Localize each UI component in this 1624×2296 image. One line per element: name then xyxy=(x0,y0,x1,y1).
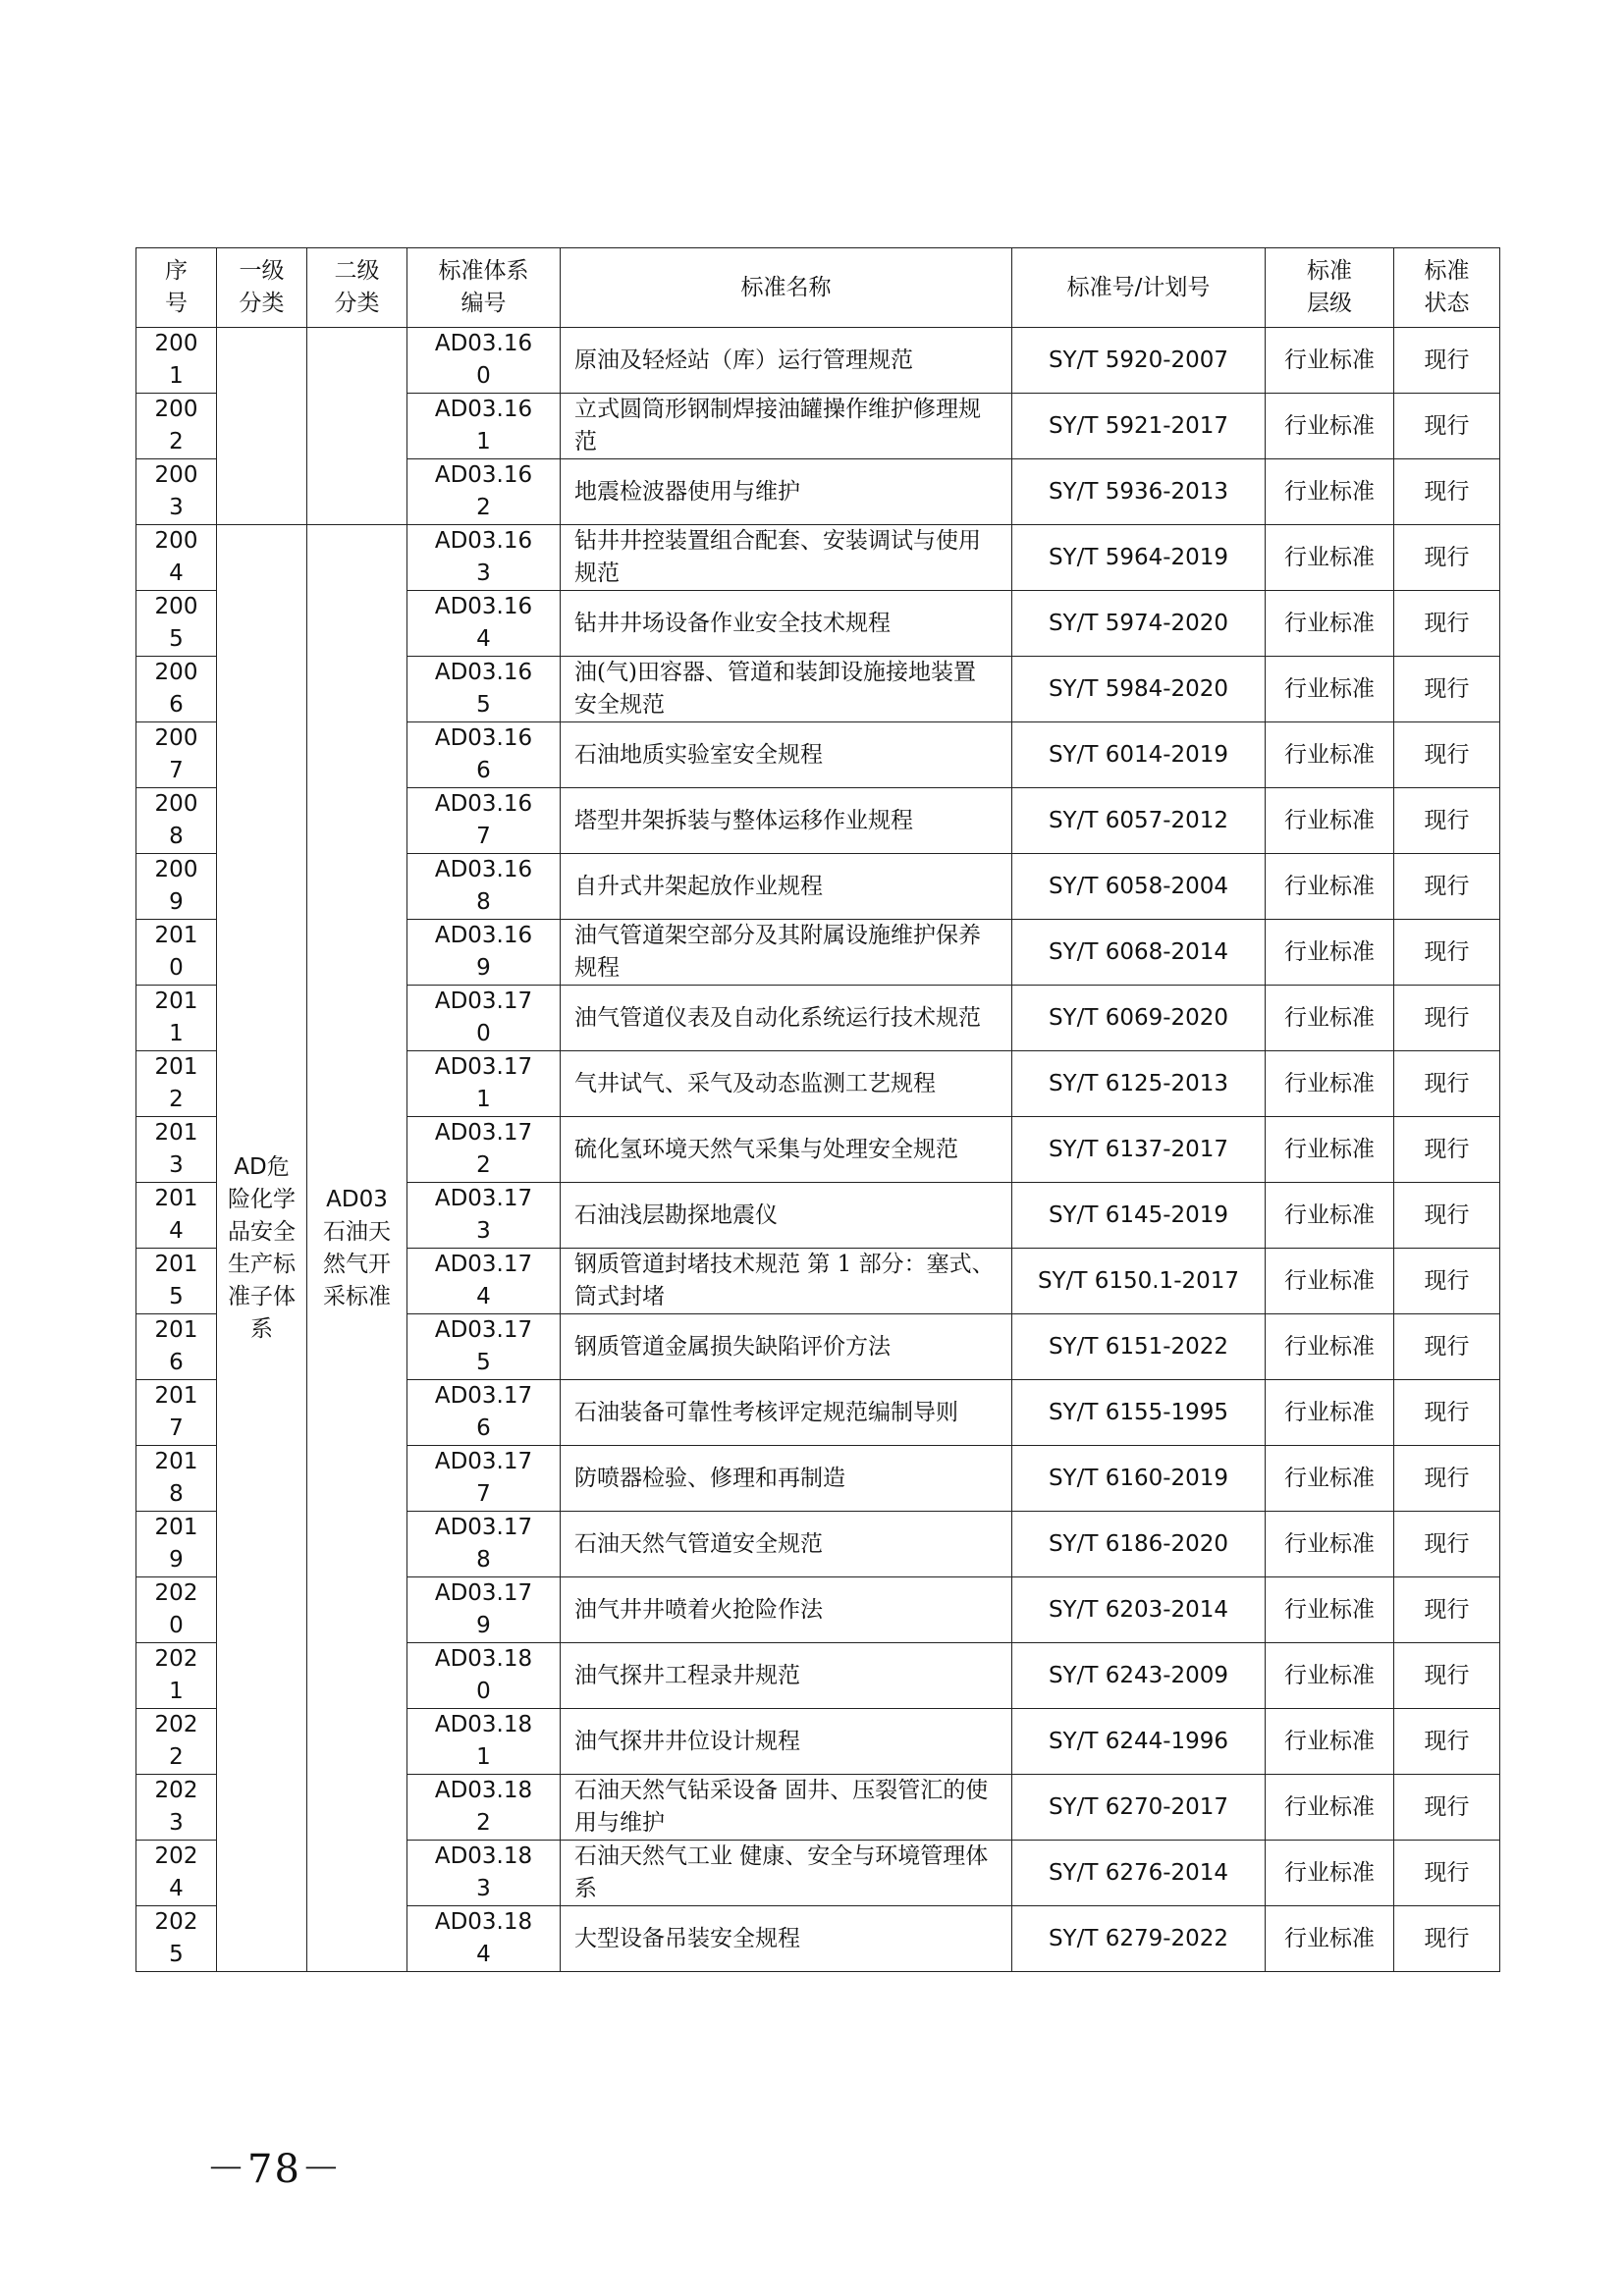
standard-level-cell: 行业标准 xyxy=(1266,1841,1394,1906)
standard-status-cell: 现行 xyxy=(1394,1183,1500,1249)
standard-level-cell: 行业标准 xyxy=(1266,1446,1394,1512)
seq-cell: 2011 xyxy=(136,986,217,1051)
system-code-cell: AD03.179 xyxy=(407,1577,561,1643)
system-code-cell: AD03.172 xyxy=(407,1117,561,1183)
standard-status-cell: 现行 xyxy=(1394,1709,1500,1775)
standard-name-cell: 钻井井控装置组合配套、安装调试与使用规范 xyxy=(561,525,1012,591)
standard-number-cell: SY/T 5964-2019 xyxy=(1012,525,1266,591)
standard-level-cell: 行业标准 xyxy=(1266,1577,1394,1643)
standard-level-cell: 行业标准 xyxy=(1266,1183,1394,1249)
standard-status-cell: 现行 xyxy=(1394,1314,1500,1380)
standard-name-cell: 立式圆筒形钢制焊接油罐操作维护修理规范 xyxy=(561,394,1012,459)
standard-status-cell: 现行 xyxy=(1394,920,1500,986)
system-code-cell: AD03.180 xyxy=(407,1643,561,1709)
seq-cell: 2017 xyxy=(136,1380,217,1446)
standard-number-cell: SY/T 6243-2009 xyxy=(1012,1643,1266,1709)
system-code-cell: AD03.173 xyxy=(407,1183,561,1249)
standard-number-cell: SY/T 5936-2013 xyxy=(1012,459,1266,525)
standard-status-cell: 现行 xyxy=(1394,1117,1500,1183)
standard-status-cell: 现行 xyxy=(1394,1775,1500,1841)
system-code-cell: AD03.166 xyxy=(407,722,561,788)
standard-number-cell: SY/T 6137-2017 xyxy=(1012,1117,1266,1183)
standard-number-cell: SY/T 6203-2014 xyxy=(1012,1577,1266,1643)
standard-level-cell: 行业标准 xyxy=(1266,1117,1394,1183)
standard-number-cell: SY/T 6160-2019 xyxy=(1012,1446,1266,1512)
standard-number-cell: SY/T 6276-2014 xyxy=(1012,1841,1266,1906)
system-code-cell: AD03.182 xyxy=(407,1775,561,1841)
standard-level-cell: 行业标准 xyxy=(1266,986,1394,1051)
standard-name-cell: 气井试气、采气及动态监测工艺规程 xyxy=(561,1051,1012,1117)
standard-status-cell: 现行 xyxy=(1394,394,1500,459)
standard-status-cell: 现行 xyxy=(1394,1446,1500,1512)
standard-status-cell: 现行 xyxy=(1394,1249,1500,1314)
standard-number-cell: SY/T 6069-2020 xyxy=(1012,986,1266,1051)
seq-cell: 2020 xyxy=(136,1577,217,1643)
standard-level-cell: 行业标准 xyxy=(1266,1249,1394,1314)
header-name: 标准名称 xyxy=(561,248,1012,328)
standard-name-cell: 防喷器检验、修理和再制造 xyxy=(561,1446,1012,1512)
standard-name-cell: 自升式井架起放作业规程 xyxy=(561,854,1012,920)
standard-number-cell: SY/T 5984-2020 xyxy=(1012,657,1266,722)
standard-number-cell: SY/T 6057-2012 xyxy=(1012,788,1266,854)
table-row xyxy=(136,328,1500,394)
system-code-cell: AD03.162 xyxy=(407,459,561,525)
standard-level-cell: 行业标准 xyxy=(1266,394,1394,459)
seq-cell: 2012 xyxy=(136,1051,217,1117)
seq-cell: 2004 xyxy=(136,525,217,591)
standard-status-cell: 现行 xyxy=(1394,1380,1500,1446)
standard-status-cell: 现行 xyxy=(1394,1577,1500,1643)
standard-name-cell: 油气探井工程录井规范 xyxy=(561,1643,1012,1709)
system-code-cell: AD03.176 xyxy=(407,1380,561,1446)
standard-level-cell: 行业标准 xyxy=(1266,1775,1394,1841)
level2-cell-empty xyxy=(307,328,407,525)
standard-name-cell: 石油浅层勘探地震仪 xyxy=(561,1183,1012,1249)
standard-name-cell: 石油装备可靠性考核评定规范编制导则 xyxy=(561,1380,1012,1446)
standard-level-cell: 行业标准 xyxy=(1266,459,1394,525)
standard-level-cell: 行业标准 xyxy=(1266,788,1394,854)
standard-level-cell: 行业标准 xyxy=(1266,591,1394,657)
system-code-cell: AD03.161 xyxy=(407,394,561,459)
standard-number-cell: SY/T 6145-2019 xyxy=(1012,1183,1266,1249)
system-code-cell: AD03.164 xyxy=(407,591,561,657)
seq-cell: 2021 xyxy=(136,1643,217,1709)
standard-level-cell: 行业标准 xyxy=(1266,1314,1394,1380)
system-code-cell: AD03.174 xyxy=(407,1249,561,1314)
standard-name-cell: 石油天然气管道安全规范 xyxy=(561,1512,1012,1577)
standard-number-cell: SY/T 6058-2004 xyxy=(1012,854,1266,920)
seq-cell: 2002 xyxy=(136,394,217,459)
seq-cell: 2008 xyxy=(136,788,217,854)
standard-status-cell: 现行 xyxy=(1394,459,1500,525)
seq-cell: 2009 xyxy=(136,854,217,920)
standard-number-cell: SY/T 6014-2019 xyxy=(1012,722,1266,788)
standard-status-cell: 现行 xyxy=(1394,1051,1500,1117)
standard-name-cell: 油气井井喷着火抢险作法 xyxy=(561,1577,1012,1643)
standard-name-cell: 原油及轻烃站（库）运行管理规范 xyxy=(561,328,1012,394)
standard-status-cell: 现行 xyxy=(1394,657,1500,722)
system-code-cell: AD03.169 xyxy=(407,920,561,986)
standard-number-cell: SY/T 6270-2017 xyxy=(1012,1775,1266,1841)
level1-cell-empty xyxy=(217,328,307,525)
header-level2: 二级分类 xyxy=(307,248,407,328)
table-header-row xyxy=(136,248,1500,328)
standard-name-cell: 大型设备吊装安全规程 xyxy=(561,1906,1012,1972)
standard-number-cell: SY/T 6150.1-2017 xyxy=(1012,1249,1266,1314)
standard-number-cell: SY/T 5974-2020 xyxy=(1012,591,1266,657)
seq-cell: 2018 xyxy=(136,1446,217,1512)
standard-status-cell: 现行 xyxy=(1394,328,1500,394)
standard-level-cell: 行业标准 xyxy=(1266,657,1394,722)
standard-level-cell: 行业标准 xyxy=(1266,722,1394,788)
level1-category-cell xyxy=(217,525,307,1972)
level2-category-text: AD03石油天然气开采标准 xyxy=(323,1186,391,1309)
seq-cell: 2022 xyxy=(136,1709,217,1775)
seq-cell: 2010 xyxy=(136,920,217,986)
seq-cell: 2013 xyxy=(136,1117,217,1183)
standard-name-cell: 油气探井井位设计规程 xyxy=(561,1709,1012,1775)
standard-status-cell: 现行 xyxy=(1394,1841,1500,1906)
standard-number-cell: SY/T 5920-2007 xyxy=(1012,328,1266,394)
standard-name-cell: 硫化氢环境天然气采集与处理安全规范 xyxy=(561,1117,1012,1183)
system-code-cell: AD03.167 xyxy=(407,788,561,854)
header-seq: 序号 xyxy=(136,248,217,328)
seq-cell: 2007 xyxy=(136,722,217,788)
seq-cell: 2005 xyxy=(136,591,217,657)
seq-cell: 2006 xyxy=(136,657,217,722)
system-code-cell: AD03.181 xyxy=(407,1709,561,1775)
standard-status-cell: 现行 xyxy=(1394,591,1500,657)
standard-name-cell: 石油天然气工业 健康、安全与环境管理体系 xyxy=(561,1841,1012,1906)
standard-number-cell: SY/T 5921-2017 xyxy=(1012,394,1266,459)
system-code-cell: AD03.177 xyxy=(407,1446,561,1512)
seq-cell: 2001 xyxy=(136,328,217,394)
system-code-cell: AD03.170 xyxy=(407,986,561,1051)
standard-name-cell: 油(气)田容器、管道和装卸设施接地装置安全规范 xyxy=(561,657,1012,722)
system-code-cell: AD03.183 xyxy=(407,1841,561,1906)
standard-level-cell: 行业标准 xyxy=(1266,1709,1394,1775)
system-code-cell: AD03.165 xyxy=(407,657,561,722)
standard-level-cell: 行业标准 xyxy=(1266,1643,1394,1709)
system-code-cell: AD03.184 xyxy=(407,1906,561,1972)
level2-category-cell xyxy=(307,525,407,1972)
table-body xyxy=(136,328,1500,1972)
standard-status-cell: 现行 xyxy=(1394,1512,1500,1577)
seq-cell: 2024 xyxy=(136,1841,217,1906)
standard-level-cell: 行业标准 xyxy=(1266,1380,1394,1446)
standard-level-cell: 行业标准 xyxy=(1266,1906,1394,1972)
standard-status-cell: 现行 xyxy=(1394,788,1500,854)
system-code-cell: AD03.175 xyxy=(407,1314,561,1380)
seq-cell: 2003 xyxy=(136,459,217,525)
standard-level-cell: 行业标准 xyxy=(1266,328,1394,394)
standard-status-cell: 现行 xyxy=(1394,722,1500,788)
standard-level-cell: 行业标准 xyxy=(1266,920,1394,986)
header-level: 标准层级 xyxy=(1266,248,1394,328)
seq-cell: 2015 xyxy=(136,1249,217,1314)
standard-number-cell: SY/T 6151-2022 xyxy=(1012,1314,1266,1380)
seq-cell: 2016 xyxy=(136,1314,217,1380)
standard-level-cell: 行业标准 xyxy=(1266,854,1394,920)
standard-name-cell: 地震检波器使用与维护 xyxy=(561,459,1012,525)
header-number: 标准号/计划号 xyxy=(1012,248,1266,328)
page-number: －78－ xyxy=(206,2147,343,2192)
standard-number-cell: SY/T 6155-1995 xyxy=(1012,1380,1266,1446)
standard-level-cell: 行业标准 xyxy=(1266,1512,1394,1577)
system-code-cell: AD03.171 xyxy=(407,1051,561,1117)
level1-category-text: AD危险化学品安全生产标准子体系 xyxy=(228,1153,296,1342)
standard-name-cell: 塔型井架拆装与整体运移作业规程 xyxy=(561,788,1012,854)
table-row xyxy=(136,525,1500,591)
standard-status-cell: 现行 xyxy=(1394,1906,1500,1972)
standard-number-cell: SY/T 6068-2014 xyxy=(1012,920,1266,986)
header-level1: 一级分类 xyxy=(217,248,307,328)
seq-cell: 2014 xyxy=(136,1183,217,1249)
standard-number-cell: SY/T 6125-2013 xyxy=(1012,1051,1266,1117)
system-code-cell: AD03.160 xyxy=(407,328,561,394)
standard-name-cell: 油气管道仪表及自动化系统运行技术规范 xyxy=(561,986,1012,1051)
standard-number-cell: SY/T 6279-2022 xyxy=(1012,1906,1266,1972)
standards-table xyxy=(135,247,1500,1972)
standard-status-cell: 现行 xyxy=(1394,986,1500,1051)
system-code-cell: AD03.178 xyxy=(407,1512,561,1577)
standard-name-cell: 钢质管道封堵技术规范 第 1 部分：塞式、筒式封堵 xyxy=(561,1249,1012,1314)
standard-number-cell: SY/T 6244-1996 xyxy=(1012,1709,1266,1775)
standard-status-cell: 现行 xyxy=(1394,1643,1500,1709)
seq-cell: 2025 xyxy=(136,1906,217,1972)
standard-name-cell: 钻井井场设备作业安全技术规程 xyxy=(561,591,1012,657)
standard-name-cell: 石油地质实验室安全规程 xyxy=(561,722,1012,788)
standard-number-cell: SY/T 6186-2020 xyxy=(1012,1512,1266,1577)
seq-cell: 2023 xyxy=(136,1775,217,1841)
standard-name-cell: 石油天然气钻采设备 固井、压裂管汇的使用与维护 xyxy=(561,1775,1012,1841)
standard-name-cell: 钢质管道金属损失缺陷评价方法 xyxy=(561,1314,1012,1380)
standard-status-cell: 现行 xyxy=(1394,525,1500,591)
header-status: 标准状态 xyxy=(1394,248,1500,328)
seq-cell: 2019 xyxy=(136,1512,217,1577)
standard-level-cell: 行业标准 xyxy=(1266,525,1394,591)
standard-level-cell: 行业标准 xyxy=(1266,1051,1394,1117)
system-code-cell: AD03.168 xyxy=(407,854,561,920)
system-code-cell: AD03.163 xyxy=(407,525,561,591)
header-code: 标准体系编号 xyxy=(407,248,561,328)
standard-status-cell: 现行 xyxy=(1394,854,1500,920)
standard-name-cell: 油气管道架空部分及其附属设施维护保养规程 xyxy=(561,920,1012,986)
